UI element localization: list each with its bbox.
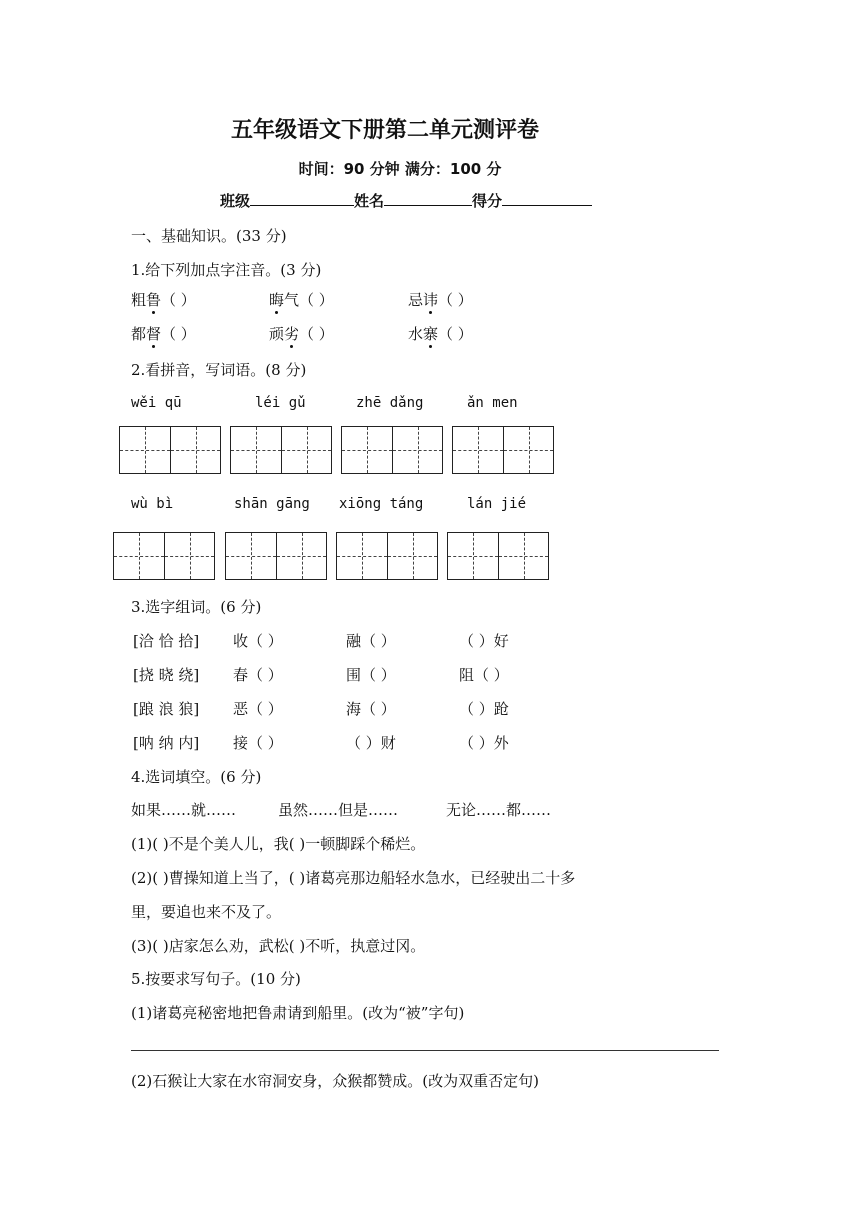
writing-grid[interactable] [113, 532, 215, 580]
q1-item: 粗鲁（ ） [131, 291, 196, 309]
pinyin: ǎn men [467, 395, 518, 411]
q4-sentence: 里，要追也来不及了。 [131, 903, 282, 921]
q4-option: 如果……就…… [131, 801, 237, 819]
q1-item: 顽劣（ ） [269, 325, 334, 343]
class-label: 班级 [220, 192, 251, 210]
q3-blank: （ ）外 [459, 734, 509, 752]
pinyin: lán jié [467, 496, 527, 512]
pinyin: shān gāng [234, 496, 310, 512]
q5-sentence: (1)诸葛亮秘密地把鲁肃请到船里。(改为“被”字句) [131, 1004, 465, 1022]
q4-sentence: (2)( )曹操知道上当了，( )诸葛亮那边船轻水急水，已经驶出二十多 [131, 869, 576, 887]
pinyin: wù bì [131, 496, 174, 512]
q3-chars: [呐 纳 内] [133, 734, 200, 752]
writing-grid[interactable] [230, 426, 332, 474]
q4-sentence: (1)( )不是个美人儿，我( )一顿脚踩个稀烂。 [131, 835, 426, 853]
writing-grid[interactable] [225, 532, 327, 580]
q3-chars: [挠 晓 绕] [133, 666, 200, 684]
q5-sentence: (2)石猴让大家在水帘洞安身，众猴都赞成。(改为双重否定句) [131, 1072, 539, 1090]
q3-blank: 阻（ ） [459, 666, 509, 684]
answer-line[interactable] [131, 1050, 719, 1051]
pinyin: zhē dǎng [356, 395, 424, 411]
q3-blank: （ ）好 [459, 632, 509, 650]
q5-prompt: 5.按要求写句子。(10 分) [131, 970, 301, 988]
student-info-row [220, 190, 592, 211]
q1-prompt: 1.给下列加点字注音。(3 分) [131, 261, 322, 279]
exam-meta: 时间：90 分钟 满分：100 分 [298, 160, 502, 178]
q4-sentence: (3)( )店家怎么劝，武松( )不听，执意过冈。 [131, 937, 426, 955]
q3-blank: 融（ ） [346, 632, 396, 650]
q2-prompt: 2.看拼音，写词语。(8 分) [131, 361, 307, 379]
pinyin: xiōng táng [339, 496, 424, 512]
q4-option: 无论……都…… [446, 801, 552, 819]
writing-grid[interactable] [119, 426, 221, 474]
pinyin: wěi qū [131, 395, 182, 411]
writing-grid[interactable] [447, 532, 549, 580]
score-blank[interactable] [502, 190, 592, 206]
q1-item: 晦气（ ） [269, 291, 334, 309]
q3-chars: [踉 浪 狼] [133, 700, 200, 718]
q3-blank: 恶（ ） [233, 700, 283, 718]
writing-grid[interactable] [341, 426, 443, 474]
page-title: 五年级语文下册第二单元测评卷 [230, 118, 539, 143]
q3-blank: （ ）跄 [459, 700, 509, 718]
q3-chars: [洽 恰 拾] [133, 632, 200, 650]
pinyin: léi gǔ [255, 395, 306, 411]
q1-item: 水寨（ ） [408, 325, 473, 343]
q1-item: 都督（ ） [131, 325, 196, 343]
section-heading: 一、基础知识。(33 分) [131, 227, 287, 245]
writing-grid[interactable] [452, 426, 554, 474]
name-label: 姓名 [354, 192, 385, 210]
q3-blank: 接（ ） [233, 734, 283, 752]
q3-prompt: 3.选字组词。(6 分) [131, 598, 262, 616]
writing-grid[interactable] [336, 532, 438, 580]
q4-option: 虽然……但是…… [278, 801, 399, 819]
q3-blank: 收（ ） [233, 632, 283, 650]
q3-blank: 海（ ） [346, 700, 396, 718]
q3-blank: （ ）财 [346, 734, 396, 752]
name-blank[interactable] [384, 190, 472, 206]
score-label: 得分 [472, 192, 503, 210]
q3-blank: 围（ ） [346, 666, 396, 684]
class-blank[interactable] [250, 190, 354, 206]
q3-blank: 春（ ） [233, 666, 283, 684]
q4-prompt: 4.选词填空。(6 分) [131, 768, 262, 786]
q1-item: 忌讳（ ） [408, 291, 473, 309]
